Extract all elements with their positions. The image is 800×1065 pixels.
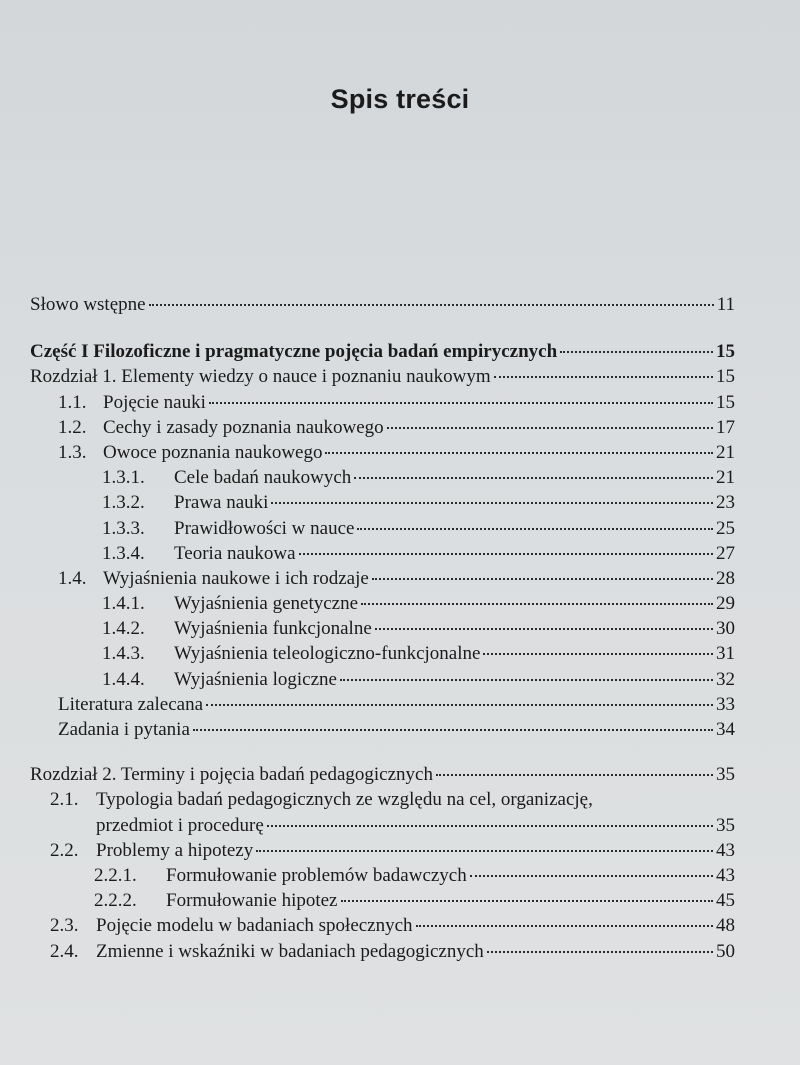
toc-entry-title: Rozdział 1. Elementy wiedzy o nauce i poznaniu naukowym [30, 366, 491, 388]
toc-entry-page: 30 [716, 618, 735, 640]
dot-leader [375, 628, 713, 630]
toc-entry [30, 292, 735, 317]
toc-entry-number: 1.3.2. [102, 492, 145, 514]
dot-leader [361, 603, 713, 605]
toc-entry-title: Wyjaśnienia teleologiczno-funkcjonalne [174, 643, 481, 665]
toc-entry-title: Zmienne i wskaźniki w badaniach pedagogicznych [96, 940, 484, 962]
toc-entry-page: 31 [716, 643, 735, 665]
toc-entry-number: 1.3.1. [102, 467, 145, 489]
toc-entry-number: 1.4.2. [102, 618, 145, 640]
toc-entry [30, 762, 735, 787]
toc-entry-title: Część I Filozoficzne i pragmatyczne pojęcia badań empirycznych [30, 341, 558, 363]
toc-entry [30, 939, 735, 964]
toc-entry-title: Cele badań naukowych [174, 467, 352, 489]
toc-entry [30, 566, 735, 591]
toc-entry-title: przedmiot i procedurę [96, 814, 264, 836]
toc-entry-number: 1.2. [58, 416, 87, 438]
dot-leader [271, 502, 713, 504]
dot-leader [149, 304, 714, 306]
toc-entry-page: 43 [716, 839, 735, 861]
dot-leader [340, 679, 713, 681]
toc-entry-page: 25 [716, 517, 735, 539]
toc-entry-page: 48 [716, 915, 735, 937]
toc-entry-title: Pojęcie nauki [103, 391, 206, 413]
toc-entry-page: 45 [716, 890, 735, 912]
dot-leader [325, 452, 713, 454]
toc-entry-number: 1.4. [58, 567, 87, 589]
toc-entry [30, 364, 735, 389]
toc-entry [30, 390, 735, 415]
toc-entry [30, 641, 735, 666]
toc-entry [30, 616, 735, 641]
dot-leader [483, 653, 713, 655]
toc-entry-page: 35 [716, 764, 735, 786]
dot-leader [387, 427, 713, 429]
toc-entry-page: 28 [716, 567, 735, 589]
toc-entry-title: Wyjaśnienia funkcjonalne [174, 618, 372, 640]
dot-leader [436, 774, 713, 776]
dot-leader [494, 376, 713, 378]
toc-entry-number: 1.3.4. [102, 542, 145, 564]
toc-entry-title: Problemy a hipotezy [96, 839, 254, 861]
toc-entry-title: Pojęcie modelu w badaniach społecznych [96, 915, 413, 937]
toc-entry-page: 29 [716, 593, 735, 615]
toc-entry-page: 32 [716, 668, 735, 690]
toc-entry [30, 717, 735, 742]
toc-entry [30, 692, 735, 717]
toc-entry-number: 2.1. [50, 789, 79, 811]
toc-entry-number: 1.4.4. [102, 668, 145, 690]
toc-entry [30, 440, 735, 465]
dot-leader [193, 729, 713, 731]
toc-entry [30, 888, 735, 913]
toc-entry [30, 667, 735, 692]
toc-entry-page: 21 [716, 467, 735, 489]
toc-entry-title: Zadania i pytania [58, 719, 190, 740]
dot-leader [357, 528, 713, 530]
toc-entry-page: 43 [716, 864, 735, 886]
toc-entry [30, 787, 735, 812]
toc-entry-title: Literatura zalecana [58, 693, 204, 715]
dot-leader [209, 402, 713, 404]
toc-entry-page: 15 [716, 391, 735, 413]
toc-entry-number: 2.4. [50, 940, 79, 962]
dot-leader [470, 875, 713, 877]
toc-entry-page: 35 [716, 814, 735, 836]
toc-entry-page: 15 [716, 366, 735, 388]
toc-entry [30, 591, 735, 616]
dot-leader [560, 351, 713, 353]
toc-entry-page: 27 [716, 542, 735, 564]
dot-leader [354, 477, 713, 479]
toc-entry-title: Cechy i zasady poznania naukowego [103, 416, 384, 438]
toc-entry-number: 2.2.2. [94, 890, 137, 912]
toc-entry-title: Teoria naukowa [174, 542, 296, 564]
page-title: Spis treści [330, 84, 470, 114]
toc-entry [30, 490, 735, 515]
toc-entry-title: Wyjaśnienia logiczne [174, 668, 337, 690]
toc-entry-title: Prawidłowości w nauce [174, 517, 355, 539]
toc-entry-number: 2.3. [50, 915, 79, 937]
toc-entry [30, 415, 735, 440]
toc-entry [30, 339, 735, 364]
toc-entry-page: 15 [716, 341, 735, 363]
toc-entry-page: 33 [716, 693, 735, 715]
dot-leader [267, 825, 713, 827]
toc-entry-number: 1.3.3. [102, 517, 145, 539]
dot-leader [299, 553, 713, 555]
toc-entry-title: Formułowanie problemów badawczych [166, 864, 467, 886]
toc-entry [30, 516, 735, 541]
toc-entry-number: 2.2.1. [94, 864, 137, 886]
toc-entry [30, 863, 735, 888]
toc-entry-title: Formułowanie hipotez [166, 890, 338, 912]
table-of-contents [30, 292, 735, 964]
dot-leader [372, 578, 713, 580]
dot-leader [487, 951, 713, 953]
toc-entry-number: 1.4.1. [102, 593, 145, 615]
toc-entry-page: 21 [716, 441, 735, 463]
section-gap [30, 742, 735, 762]
toc-entry-page: 23 [716, 492, 735, 514]
dot-leader [341, 900, 714, 902]
toc-entry [30, 465, 735, 490]
toc-entry-title: Rozdział 2. Terminy i pojęcia badań pedagogicznych [30, 764, 433, 786]
toc-entry-title: Prawa nauki [174, 492, 269, 514]
toc-entry-page: 34 [716, 719, 735, 740]
toc-entry-page: 17 [716, 416, 735, 438]
toc-entry-number: 1.1. [58, 391, 87, 413]
toc-entry [30, 913, 735, 938]
toc-entry-page: 50 [716, 940, 735, 962]
dot-leader [416, 925, 713, 927]
dot-leader [256, 850, 713, 852]
toc-entry [30, 813, 735, 838]
toc-entry-number: 2.2. [50, 839, 79, 861]
toc-entry-title: Owoce poznania naukowego [103, 441, 323, 463]
toc-entry [30, 838, 735, 863]
toc-entry [30, 541, 735, 566]
toc-entry-title: Słowo wstępne [30, 294, 146, 315]
toc-entry-title: Typologia badań pedagogicznych ze względu na cel, organizację, [96, 789, 593, 811]
toc-entry-number: 1.4.3. [102, 643, 145, 665]
toc-entry-title: Wyjaśnienia genetyczne [174, 593, 359, 615]
toc-entry-number: 1.3. [58, 441, 87, 463]
section-gap [30, 317, 735, 339]
toc-entry-title: Wyjaśnienia naukowe i ich rodzaje [103, 567, 369, 589]
dot-leader [206, 704, 713, 706]
toc-entry-page: 11 [716, 294, 735, 315]
